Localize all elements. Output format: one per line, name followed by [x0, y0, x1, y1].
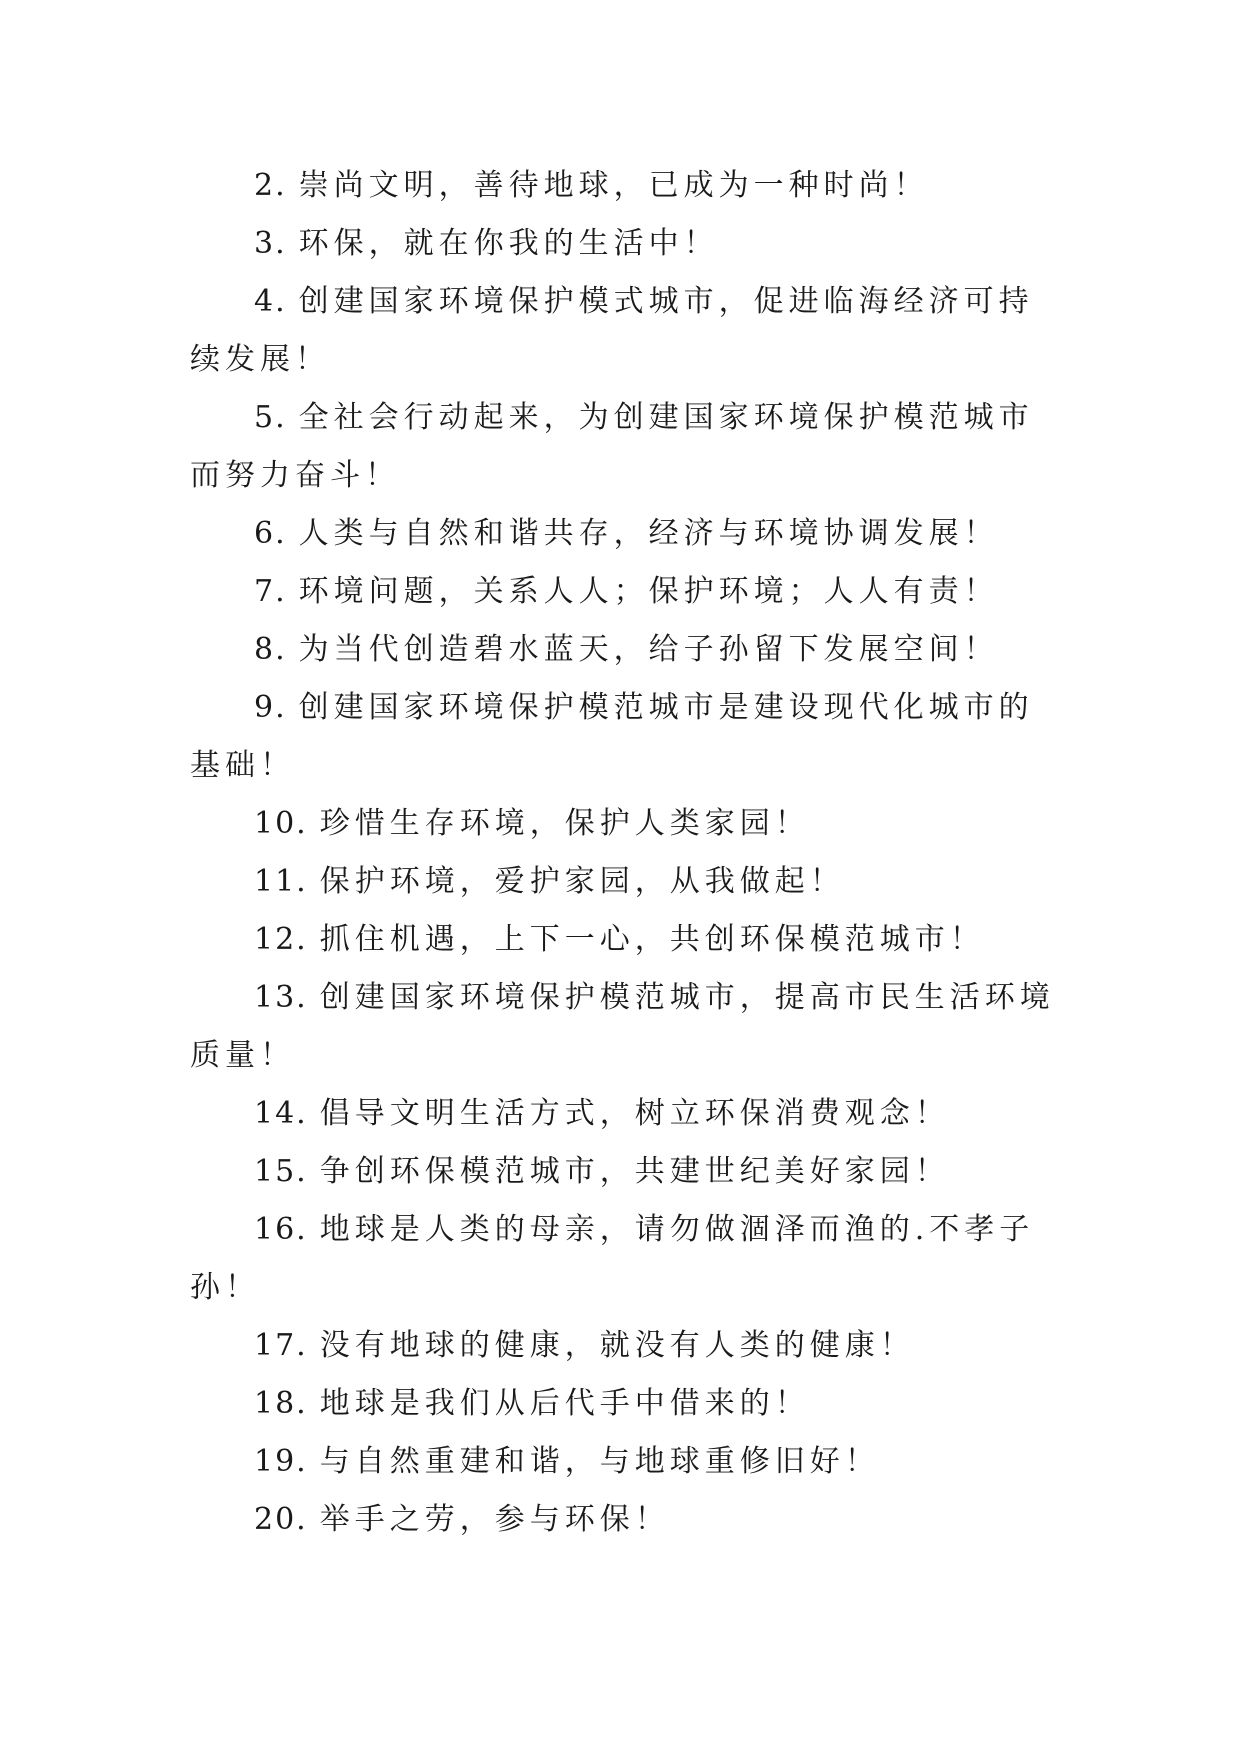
slogan-item [190, 389, 1060, 505]
item-text: 崇尚文明，善待地球，已成为一种时尚！ [298, 168, 929, 203]
item-number: 2. [254, 168, 287, 203]
item-text: 争创环保模范城市，共建世纪美好家园！ [319, 1154, 950, 1189]
slogan-item [190, 563, 1060, 621]
slogan-item [190, 157, 1060, 215]
item-text: 环境问题，关系人人；保护环境；人人有责！ [298, 574, 999, 609]
item-text: 环保，就在你我的生活中！ [298, 226, 719, 261]
item-number: 10. [254, 806, 308, 841]
slogan-item [190, 969, 1060, 1085]
slogan-item [190, 795, 1060, 853]
item-text: 创建国家环境保护模范城市，提高市民生活环境质量！ [190, 980, 1055, 1073]
slogan-item [190, 215, 1060, 273]
item-number: 3. [254, 226, 287, 261]
slogan-item [190, 1491, 1060, 1549]
slogan-item [190, 911, 1060, 969]
item-number: 8. [254, 632, 287, 667]
item-number: 11. [254, 864, 308, 899]
item-number: 9. [254, 690, 287, 725]
item-number: 18. [254, 1386, 308, 1421]
item-text: 地球是人类的母亲，请勿做涸泽而渔的.不孝子孙！ [190, 1212, 1035, 1305]
item-number: 17. [254, 1328, 308, 1363]
item-number: 20. [254, 1502, 308, 1537]
item-text: 倡导文明生活方式，树立环保消费观念！ [319, 1096, 950, 1131]
item-number: 5. [254, 400, 287, 435]
slogan-list [190, 157, 1060, 1549]
item-text: 与自然重建和谐，与地球重修旧好！ [319, 1444, 880, 1479]
slogan-item [190, 679, 1060, 795]
slogan-item [190, 1201, 1060, 1317]
item-number: 16. [254, 1212, 308, 1247]
slogan-item [190, 273, 1060, 389]
slogan-item [190, 1085, 1060, 1143]
item-number: 12. [254, 922, 308, 957]
item-number: 13. [254, 980, 308, 1015]
item-text: 创建国家环境保护模式城市，促进临海经济可持续发展！ [190, 284, 1034, 377]
item-number: 14. [254, 1096, 308, 1131]
item-number: 15. [254, 1154, 308, 1189]
item-text: 抓住机遇，上下一心，共创环保模范城市！ [319, 922, 985, 957]
item-text: 珍惜生存环境，保护人类家园！ [319, 806, 810, 841]
slogan-item [190, 1143, 1060, 1201]
item-text: 为当代创造碧水蓝天，给子孙留下发展空间！ [298, 632, 999, 667]
item-text: 举手之劳，参与环保！ [319, 1502, 670, 1537]
item-number: 6. [254, 516, 287, 551]
item-text: 地球是我们从后代手中借来的！ [319, 1386, 810, 1421]
item-number: 4. [254, 284, 287, 319]
slogan-item [190, 853, 1060, 911]
item-number: 19. [254, 1444, 308, 1479]
item-text: 创建国家环境保护模范城市是建设现代化城市的基础！ [190, 690, 1034, 783]
item-text: 全社会行动起来，为创建国家环境保护模范城市而努力奋斗！ [190, 400, 1034, 493]
slogan-item [190, 1433, 1060, 1491]
item-text: 保护环境，爱护家园，从我做起！ [319, 864, 845, 899]
item-number: 7. [254, 574, 287, 609]
slogan-item [190, 1375, 1060, 1433]
item-text: 人类与自然和谐共存，经济与环境协调发展！ [298, 516, 999, 551]
slogan-item [190, 505, 1060, 563]
item-text: 没有地球的健康，就没有人类的健康！ [319, 1328, 915, 1363]
slogan-item [190, 1317, 1060, 1375]
slogan-item [190, 621, 1060, 679]
